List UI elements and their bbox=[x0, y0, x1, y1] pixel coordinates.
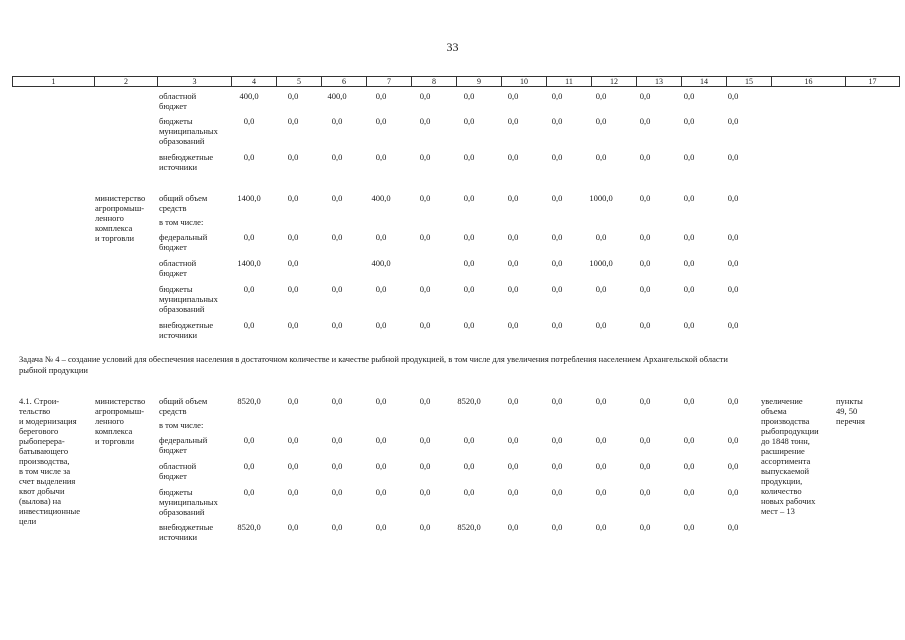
value-cell: 0,0 bbox=[507, 193, 519, 203]
executor-label: министерство агропромыш- ленного комплекса и торговли bbox=[95, 396, 146, 446]
value-cell: 0,0 bbox=[419, 152, 431, 162]
value-cell: 0,0 bbox=[287, 193, 299, 203]
col-header: 14 bbox=[682, 77, 727, 87]
value-cell: 0,0 bbox=[551, 487, 563, 497]
value-cell: 0,0 bbox=[507, 232, 519, 242]
value-cell: 0,0 bbox=[243, 320, 255, 330]
value-cell: 0,0 bbox=[639, 320, 651, 330]
value-cell: 0,0 bbox=[727, 232, 739, 242]
value-cell: 1000,0 bbox=[589, 258, 613, 268]
value-cell: 0,0 bbox=[375, 152, 387, 162]
value-cell: 0,0 bbox=[287, 258, 299, 268]
value-cell: 0,0 bbox=[331, 284, 343, 294]
value-cell: 0,0 bbox=[287, 461, 299, 471]
value-cell: 8520,0 bbox=[237, 396, 261, 406]
label-regional-budget: областной бюджет bbox=[159, 258, 197, 278]
value-cell: 0,0 bbox=[463, 232, 475, 242]
value-cell: 0,0 bbox=[243, 284, 255, 294]
value-cell: 0,0 bbox=[331, 116, 343, 126]
value-cell: 0,0 bbox=[595, 284, 607, 294]
col-header: 4 bbox=[232, 77, 277, 87]
col-header: 3 bbox=[158, 77, 232, 87]
value-cell: 1400,0 bbox=[237, 193, 261, 203]
value-cell: 8520,0 bbox=[237, 522, 261, 532]
col-header: 2 bbox=[95, 77, 158, 87]
value-cell: 8520,0 bbox=[457, 522, 481, 532]
col-header: 10 bbox=[502, 77, 547, 87]
value-cell: 0,0 bbox=[375, 396, 387, 406]
value-cell: 0,0 bbox=[551, 461, 563, 471]
executor-label: министерство агропромыш- ленного комплекса и торговли bbox=[95, 193, 146, 243]
value-cell: 0,0 bbox=[419, 461, 431, 471]
col-header: 6 bbox=[322, 77, 367, 87]
value-cell: 0,0 bbox=[639, 461, 651, 471]
value-cell: 0,0 bbox=[375, 522, 387, 532]
value-cell: 0,0 bbox=[243, 152, 255, 162]
value-cell: 0,0 bbox=[639, 152, 651, 162]
value-cell: 0,0 bbox=[287, 522, 299, 532]
value-cell: 0,0 bbox=[463, 152, 475, 162]
label-municipal-budgets: бюджеты муниципальных образований bbox=[159, 487, 218, 517]
value-cell: 0,0 bbox=[507, 396, 519, 406]
value-cell: 0,0 bbox=[463, 193, 475, 203]
value-cell: 0,0 bbox=[551, 232, 563, 242]
value-cell: 0,0 bbox=[507, 320, 519, 330]
value-cell: 0,0 bbox=[419, 435, 431, 445]
value-cell: 400,0 bbox=[239, 91, 259, 101]
value-cell: 0,0 bbox=[419, 396, 431, 406]
value-cell: 0,0 bbox=[243, 435, 255, 445]
value-cell: 0,0 bbox=[463, 116, 475, 126]
value-cell: 1400,0 bbox=[237, 258, 261, 268]
value-cell: 0,0 bbox=[375, 435, 387, 445]
value-cell: 0,0 bbox=[463, 320, 475, 330]
value-cell: 0,0 bbox=[243, 232, 255, 242]
value-cell: 0,0 bbox=[551, 116, 563, 126]
value-cell: 0,0 bbox=[375, 91, 387, 101]
value-cell: 0,0 bbox=[727, 320, 739, 330]
value-cell: 0,0 bbox=[463, 435, 475, 445]
value-cell: 0,0 bbox=[595, 232, 607, 242]
value-cell: 0,0 bbox=[683, 152, 695, 162]
value-cell: 0,0 bbox=[595, 435, 607, 445]
label-total-funds: общий объем средств bbox=[159, 193, 208, 213]
task-heading: Задача № 4 – создание условий для обеспечения населения в достаточном количестве и качестве рыбной продукцией, в том числе для увеличения потребления населением Архангельской области рыбной продукции bbox=[19, 354, 728, 375]
value-cell: 0,0 bbox=[287, 487, 299, 497]
value-cell: 0,0 bbox=[683, 232, 695, 242]
column-header-row bbox=[12, 76, 900, 87]
label-municipal-budgets: бюджеты муниципальных образований bbox=[159, 116, 218, 146]
value-cell: 0,0 bbox=[551, 91, 563, 101]
value-cell: 0,0 bbox=[507, 522, 519, 532]
value-cell: 0,0 bbox=[331, 320, 343, 330]
value-cell: 0,0 bbox=[463, 284, 475, 294]
value-cell: 0,0 bbox=[419, 91, 431, 101]
col-header: 11 bbox=[547, 77, 592, 87]
value-cell: 0,0 bbox=[639, 396, 651, 406]
value-cell: 0,0 bbox=[463, 91, 475, 101]
value-cell: 0,0 bbox=[595, 116, 607, 126]
value-cell: 0,0 bbox=[683, 487, 695, 497]
value-cell: 0,0 bbox=[551, 284, 563, 294]
value-cell: 0,0 bbox=[683, 522, 695, 532]
value-cell: 0,0 bbox=[639, 91, 651, 101]
value-cell: 0,0 bbox=[463, 487, 475, 497]
value-cell: 400,0 bbox=[327, 91, 347, 101]
value-cell: 0,0 bbox=[683, 461, 695, 471]
value-cell: 0,0 bbox=[595, 152, 607, 162]
value-cell: 400,0 bbox=[371, 258, 391, 268]
value-cell: 0,0 bbox=[463, 258, 475, 268]
col-header: 8 bbox=[412, 77, 457, 87]
label-extrabudgetary: внебюджетные источники bbox=[159, 152, 214, 172]
value-cell: 0,0 bbox=[551, 435, 563, 445]
value-cell: 0,0 bbox=[375, 320, 387, 330]
value-cell: 0,0 bbox=[639, 258, 651, 268]
value-cell: 0,0 bbox=[727, 284, 739, 294]
value-cell: 0,0 bbox=[551, 522, 563, 532]
value-cell: 8520,0 bbox=[457, 396, 481, 406]
value-cell: 0,0 bbox=[331, 396, 343, 406]
value-cell: 0,0 bbox=[287, 116, 299, 126]
value-cell: 0,0 bbox=[419, 284, 431, 294]
value-cell: 0,0 bbox=[419, 193, 431, 203]
program-reference: пункты 49, 50 перечня bbox=[836, 396, 865, 426]
label-regional-budget: областной бюджет bbox=[159, 91, 197, 111]
value-cell: 0,0 bbox=[507, 116, 519, 126]
label-federal-budget: федеральный бюджет bbox=[159, 435, 208, 455]
value-cell: 0,0 bbox=[551, 152, 563, 162]
value-cell: 0,0 bbox=[639, 193, 651, 203]
value-cell: 0,0 bbox=[375, 232, 387, 242]
value-cell: 0,0 bbox=[287, 152, 299, 162]
value-cell: 0,0 bbox=[727, 91, 739, 101]
value-cell: 1000,0 bbox=[589, 193, 613, 203]
label-total-funds: общий объем средств bbox=[159, 396, 208, 416]
value-cell: 0,0 bbox=[683, 396, 695, 406]
value-cell: 0,0 bbox=[595, 396, 607, 406]
value-cell: 0,0 bbox=[375, 461, 387, 471]
col-header: 12 bbox=[592, 77, 637, 87]
value-cell: 0,0 bbox=[551, 320, 563, 330]
label-federal-budget: федеральный бюджет bbox=[159, 232, 208, 252]
value-cell: 0,0 bbox=[243, 116, 255, 126]
value-cell: 0,0 bbox=[683, 320, 695, 330]
value-cell: 0,0 bbox=[727, 461, 739, 471]
value-cell: 0,0 bbox=[507, 91, 519, 101]
value-cell: 0,0 bbox=[331, 487, 343, 497]
col-header: 1 bbox=[13, 77, 95, 87]
value-cell: 0,0 bbox=[727, 116, 739, 126]
value-cell: 0,0 bbox=[727, 522, 739, 532]
value-cell: 0,0 bbox=[727, 258, 739, 268]
col-header: 9 bbox=[457, 77, 502, 87]
value-cell: 0,0 bbox=[243, 487, 255, 497]
value-cell: 0,0 bbox=[419, 487, 431, 497]
value-cell: 0,0 bbox=[683, 91, 695, 101]
value-cell: 0,0 bbox=[419, 232, 431, 242]
value-cell: 0,0 bbox=[727, 435, 739, 445]
value-cell: 0,0 bbox=[595, 487, 607, 497]
value-cell: 0,0 bbox=[683, 258, 695, 268]
value-cell: 0,0 bbox=[463, 461, 475, 471]
value-cell: 0,0 bbox=[639, 522, 651, 532]
value-cell: 0,0 bbox=[375, 284, 387, 294]
value-cell: 0,0 bbox=[639, 116, 651, 126]
value-cell: 0,0 bbox=[287, 284, 299, 294]
label-regional-budget: областной бюджет bbox=[159, 461, 197, 481]
value-cell: 0,0 bbox=[639, 284, 651, 294]
value-cell: 0,0 bbox=[287, 232, 299, 242]
expected-result: увеличение объема производства рыбопродукции до 1848 тонн, расширение ассортимента выпускаемой продукции, количество новых рабочих мест – 13 bbox=[761, 396, 819, 516]
value-cell: 0,0 bbox=[331, 435, 343, 445]
value-cell: 0,0 bbox=[683, 435, 695, 445]
label-municipal-budgets: бюджеты муниципальных образований bbox=[159, 284, 218, 314]
value-cell: 0,0 bbox=[727, 396, 739, 406]
value-cell: 0,0 bbox=[551, 193, 563, 203]
label-extrabudgetary: внебюджетные источники bbox=[159, 522, 214, 542]
value-cell: 0,0 bbox=[507, 152, 519, 162]
value-cell: 0,0 bbox=[595, 91, 607, 101]
value-cell: 0,0 bbox=[331, 152, 343, 162]
value-cell: 0,0 bbox=[551, 258, 563, 268]
label-including: в том числе: bbox=[159, 217, 204, 227]
value-cell: 0,0 bbox=[507, 435, 519, 445]
value-cell: 0,0 bbox=[287, 320, 299, 330]
value-cell: 0,0 bbox=[727, 193, 739, 203]
label-including: в том числе: bbox=[159, 420, 204, 430]
value-cell: 0,0 bbox=[375, 116, 387, 126]
value-cell: 0,0 bbox=[551, 396, 563, 406]
value-cell: 0,0 bbox=[331, 193, 343, 203]
value-cell: 0,0 bbox=[683, 116, 695, 126]
col-header: 13 bbox=[637, 77, 682, 87]
col-header: 16 bbox=[772, 77, 846, 87]
value-cell: 0,0 bbox=[419, 522, 431, 532]
value-cell: 400,0 bbox=[371, 193, 391, 203]
value-cell: 0,0 bbox=[727, 487, 739, 497]
value-cell: 0,0 bbox=[595, 522, 607, 532]
col-header: 15 bbox=[727, 77, 772, 87]
value-cell: 0,0 bbox=[727, 152, 739, 162]
value-cell: 0,0 bbox=[507, 461, 519, 471]
col-header: 5 bbox=[277, 77, 322, 87]
value-cell: 0,0 bbox=[507, 258, 519, 268]
value-cell: 0,0 bbox=[683, 193, 695, 203]
value-cell: 0,0 bbox=[507, 487, 519, 497]
col-header: 7 bbox=[367, 77, 412, 87]
value-cell: 0,0 bbox=[639, 232, 651, 242]
value-cell: 0,0 bbox=[507, 284, 519, 294]
value-cell: 0,0 bbox=[331, 232, 343, 242]
value-cell: 0,0 bbox=[419, 320, 431, 330]
value-cell: 0,0 bbox=[243, 461, 255, 471]
activity-description: 4.1. Строи- тельство и модернизация берегового рыбоперера- батывающего производства, в том числе за счет выделения квот добычи (вылова) на инвестиционные цели bbox=[19, 396, 81, 526]
value-cell: 0,0 bbox=[287, 91, 299, 101]
value-cell: 0,0 bbox=[639, 435, 651, 445]
col-header: 17 bbox=[846, 77, 900, 87]
value-cell: 0,0 bbox=[331, 522, 343, 532]
value-cell: 0,0 bbox=[639, 487, 651, 497]
value-cell: 0,0 bbox=[331, 461, 343, 471]
value-cell: 0,0 bbox=[287, 396, 299, 406]
page-number: 33 bbox=[446, 40, 459, 54]
value-cell: 0,0 bbox=[419, 116, 431, 126]
value-cell: 0,0 bbox=[287, 435, 299, 445]
value-cell: 0,0 bbox=[595, 320, 607, 330]
value-cell: 0,0 bbox=[595, 461, 607, 471]
value-cell: 0,0 bbox=[375, 487, 387, 497]
value-cell: 0,0 bbox=[683, 284, 695, 294]
label-extrabudgetary: внебюджетные источники bbox=[159, 320, 214, 340]
